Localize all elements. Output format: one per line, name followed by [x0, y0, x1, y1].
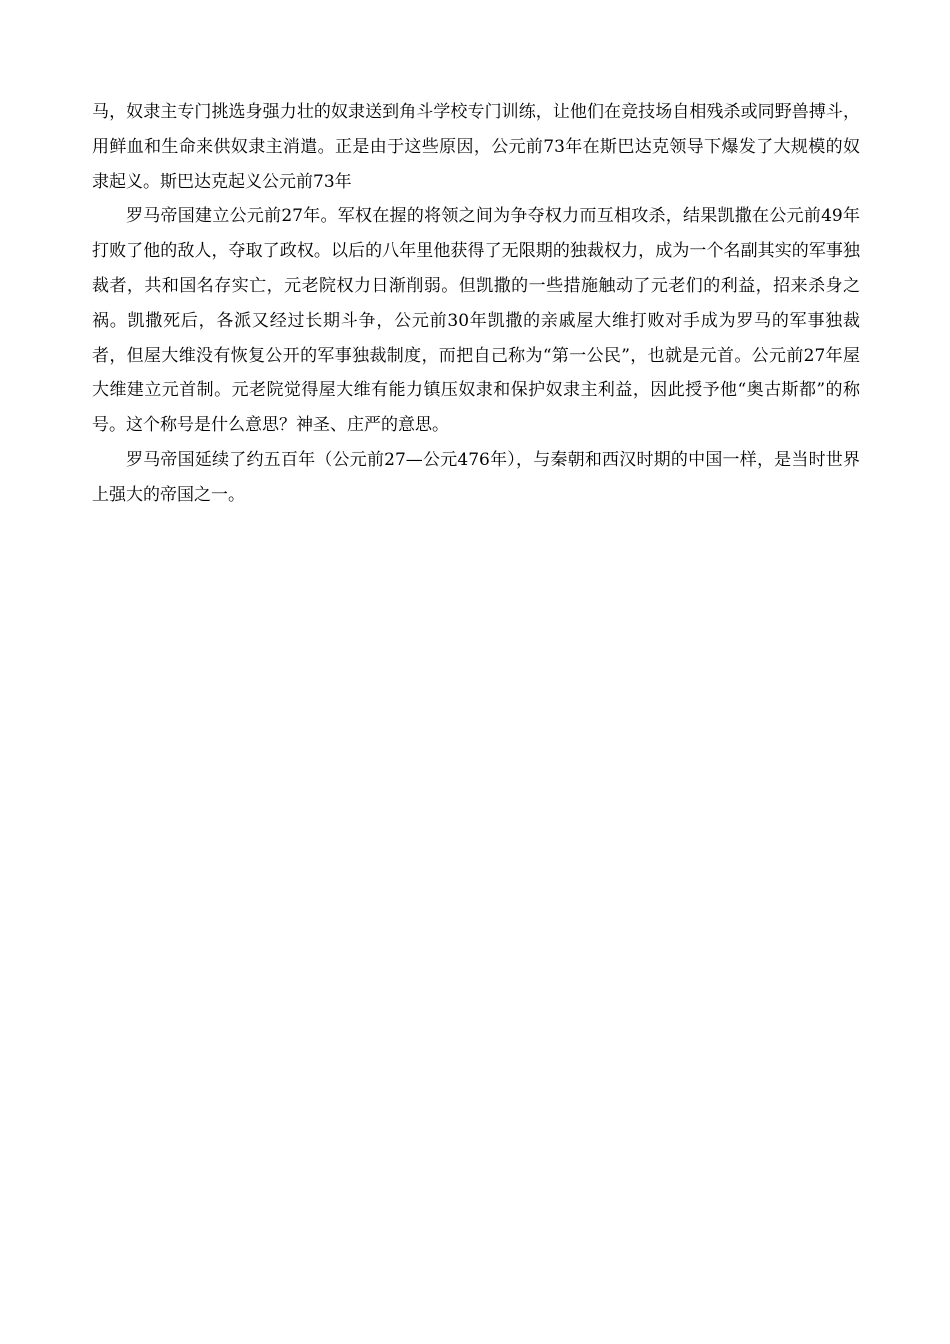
paragraph-roman-empire-founding: 罗马帝国建立公元前27年。军权在握的将领之间为争夺权力而互相攻杀，结果凯撒在公元前49年打败了他的敌人，夺取了政权。以后的八年里他获得了无限期的独裁权力，成为一个名副其实的军事独裁者，共和国名存实亡，元老院权力日渐削弱。但凯撒的一些措施触动了元老们的利益，招来杀身之祸。凯撒死后，各派又经过长期斗争，公元前30年凯撒的亲戚屋大维打败对手成为罗马的军事独裁者，但屋大维没有恢复公开的军事独裁制度，而把自己称为“第一公民”，也就是元首。公元前27年屋大维建立元首制。元老院觉得屋大维有能力镇压奴隶和保护奴隶主利益，因此授予他“奥古斯都”的称号。这个称号是什么意思？神圣、庄严的意思。: [92, 206, 860, 436]
paragraph-continuation: 马，奴隶主专门挑选身强力壮的奴隶送到角斗学校专门训练，让他们在竞技场自相残杀或同野兽搏斗，用鲜血和生命来供奴隶主消遣。正是由于这些原因，公元前73年在斯巴达克领导下爆发了大规模的奴隶起义。斯巴达克起义公元前73年: [92, 102, 860, 192]
document-body: [92, 95, 860, 513]
paragraph-roman-empire-duration: 罗马帝国延续了约五百年（公元前27—公元476年），与秦朝和西汉时期的中国一样，是当时世界上强大的帝国之一。: [92, 449, 860, 505]
